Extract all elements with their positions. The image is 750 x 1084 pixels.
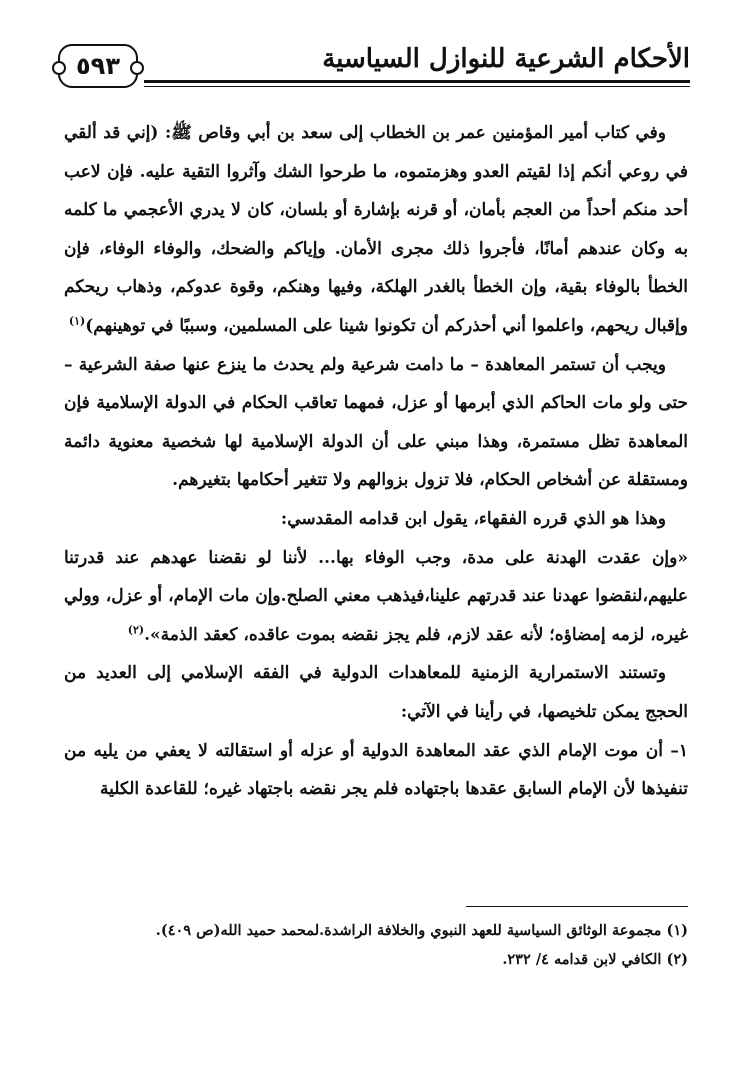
list-item-text: ١– أن موت الإمام الذي عقد المعاهدة الدولية أو عزله أو استقالته لا يعفي من يليه من تنفيذها لأن الإمام السابق عقدها باجتهاده فلم يجر نقضه باجتهاد غيره؛ للقاعدة الكلية (64, 740, 688, 800)
footnote: (١) مجموعة الوثائق السياسية للعهد النبوي والخلافة الراشدة.لمحمد حميد الله(ص ٤٠٩). (155, 922, 688, 939)
paragraph-text: «وإن عقدت الهدنة على مدة، وجب الوفاء بها... لأننا لو نقضنا عهدهم عند قدرتنا عليهم،لنقضوا عهدنا عند قدرتهم علينا،فيذهب معني الصلح.وإن مات الإمام، أو عزل، وولي غيره، لزمه إمضاؤه؛ لأنه عقد لازم، فلم يجز نقضه بموت عاقده، كعقد الذمة». (64, 547, 688, 645)
paragraph-text: وفي كتاب أمير المؤمنين عمر بن الخطاب إلى سعد بن أبي وقاص ﷺ: (إني قد ألقي في روعي أنكم إذا لقيتم العدو وهزمتموه، ما طرحوا الشك وآثروا التقية عليه. فإن لاعب أحد منكم أحداً من العجم بأمان، أو قرنه بإشارة أو بلسان، كان لا يدري الأعجمي ما كلمه به وكان عندهم أمانًا، فأجروا ذلك مجرى الأمان. وإياكم والضحك، والوفاء الوفاء، فإن الخطأ بالوفاء بقية، وإن الخطأ بالغدر الهلكة، وفيها وهنكم، وقوة عدوكم، وذهاب ريحكم وإقبال ريحهم، واعلموا أني أحذركم أن تكونوا شينا على المسلمين، وسببًا في توهينهم) (64, 123, 688, 336)
paragraph (64, 346, 688, 500)
list-item (64, 732, 688, 809)
header-rule-thin (144, 86, 690, 87)
footnote-ref: (٢) (127, 623, 145, 637)
paragraph (64, 500, 688, 539)
page-header (58, 40, 690, 96)
footnote-ref: (١) (68, 314, 86, 328)
footnote-separator (466, 906, 688, 907)
footnotes (64, 916, 688, 974)
footnote: (٢) الكافي لابن قدامه ٤/ ٢٣٢. (502, 951, 688, 968)
paragraph-text: وتستند الاستمرارية الزمنية للمعاهدات الدولية في الفقه الإسلامي إلى العديد من الحجج يمكن تلخيصها، في رأينا في الآتي: (64, 663, 688, 722)
paragraph-text: ويجب أن تستمر المعاهدة – ما دامت شرعية ولم يحدث ما ينزع عنها صفة الشرعية – حتى ولو مات الحاكم الذي أبرمها أو عزل، فمهما تعاقب الحكام في الدولة الإسلامية فإن المعاهدة تظل مستمرة، وهذا مبني على أن الدولة الإسلامية لها شخصية معنوية دائمة ومستقلة عن أشخاص الحكام، فلا تزول بزوالهم ولا تتغير أحكامها بتغيرهم. (64, 354, 688, 491)
running-title: الأحكام الشرعية للنوازل السياسية (322, 44, 690, 74)
header-rule (144, 80, 690, 83)
quote-paragraph (64, 539, 688, 655)
page-number-frame (58, 44, 138, 88)
page-number: ٥٩٣ (76, 52, 120, 80)
paragraph-text: وهذا هو الذي قرره الفقهاء، يقول ابن قدامه المقدسي: (280, 508, 666, 529)
paragraph (64, 654, 688, 731)
body-text (64, 114, 688, 809)
paragraph (64, 114, 688, 346)
